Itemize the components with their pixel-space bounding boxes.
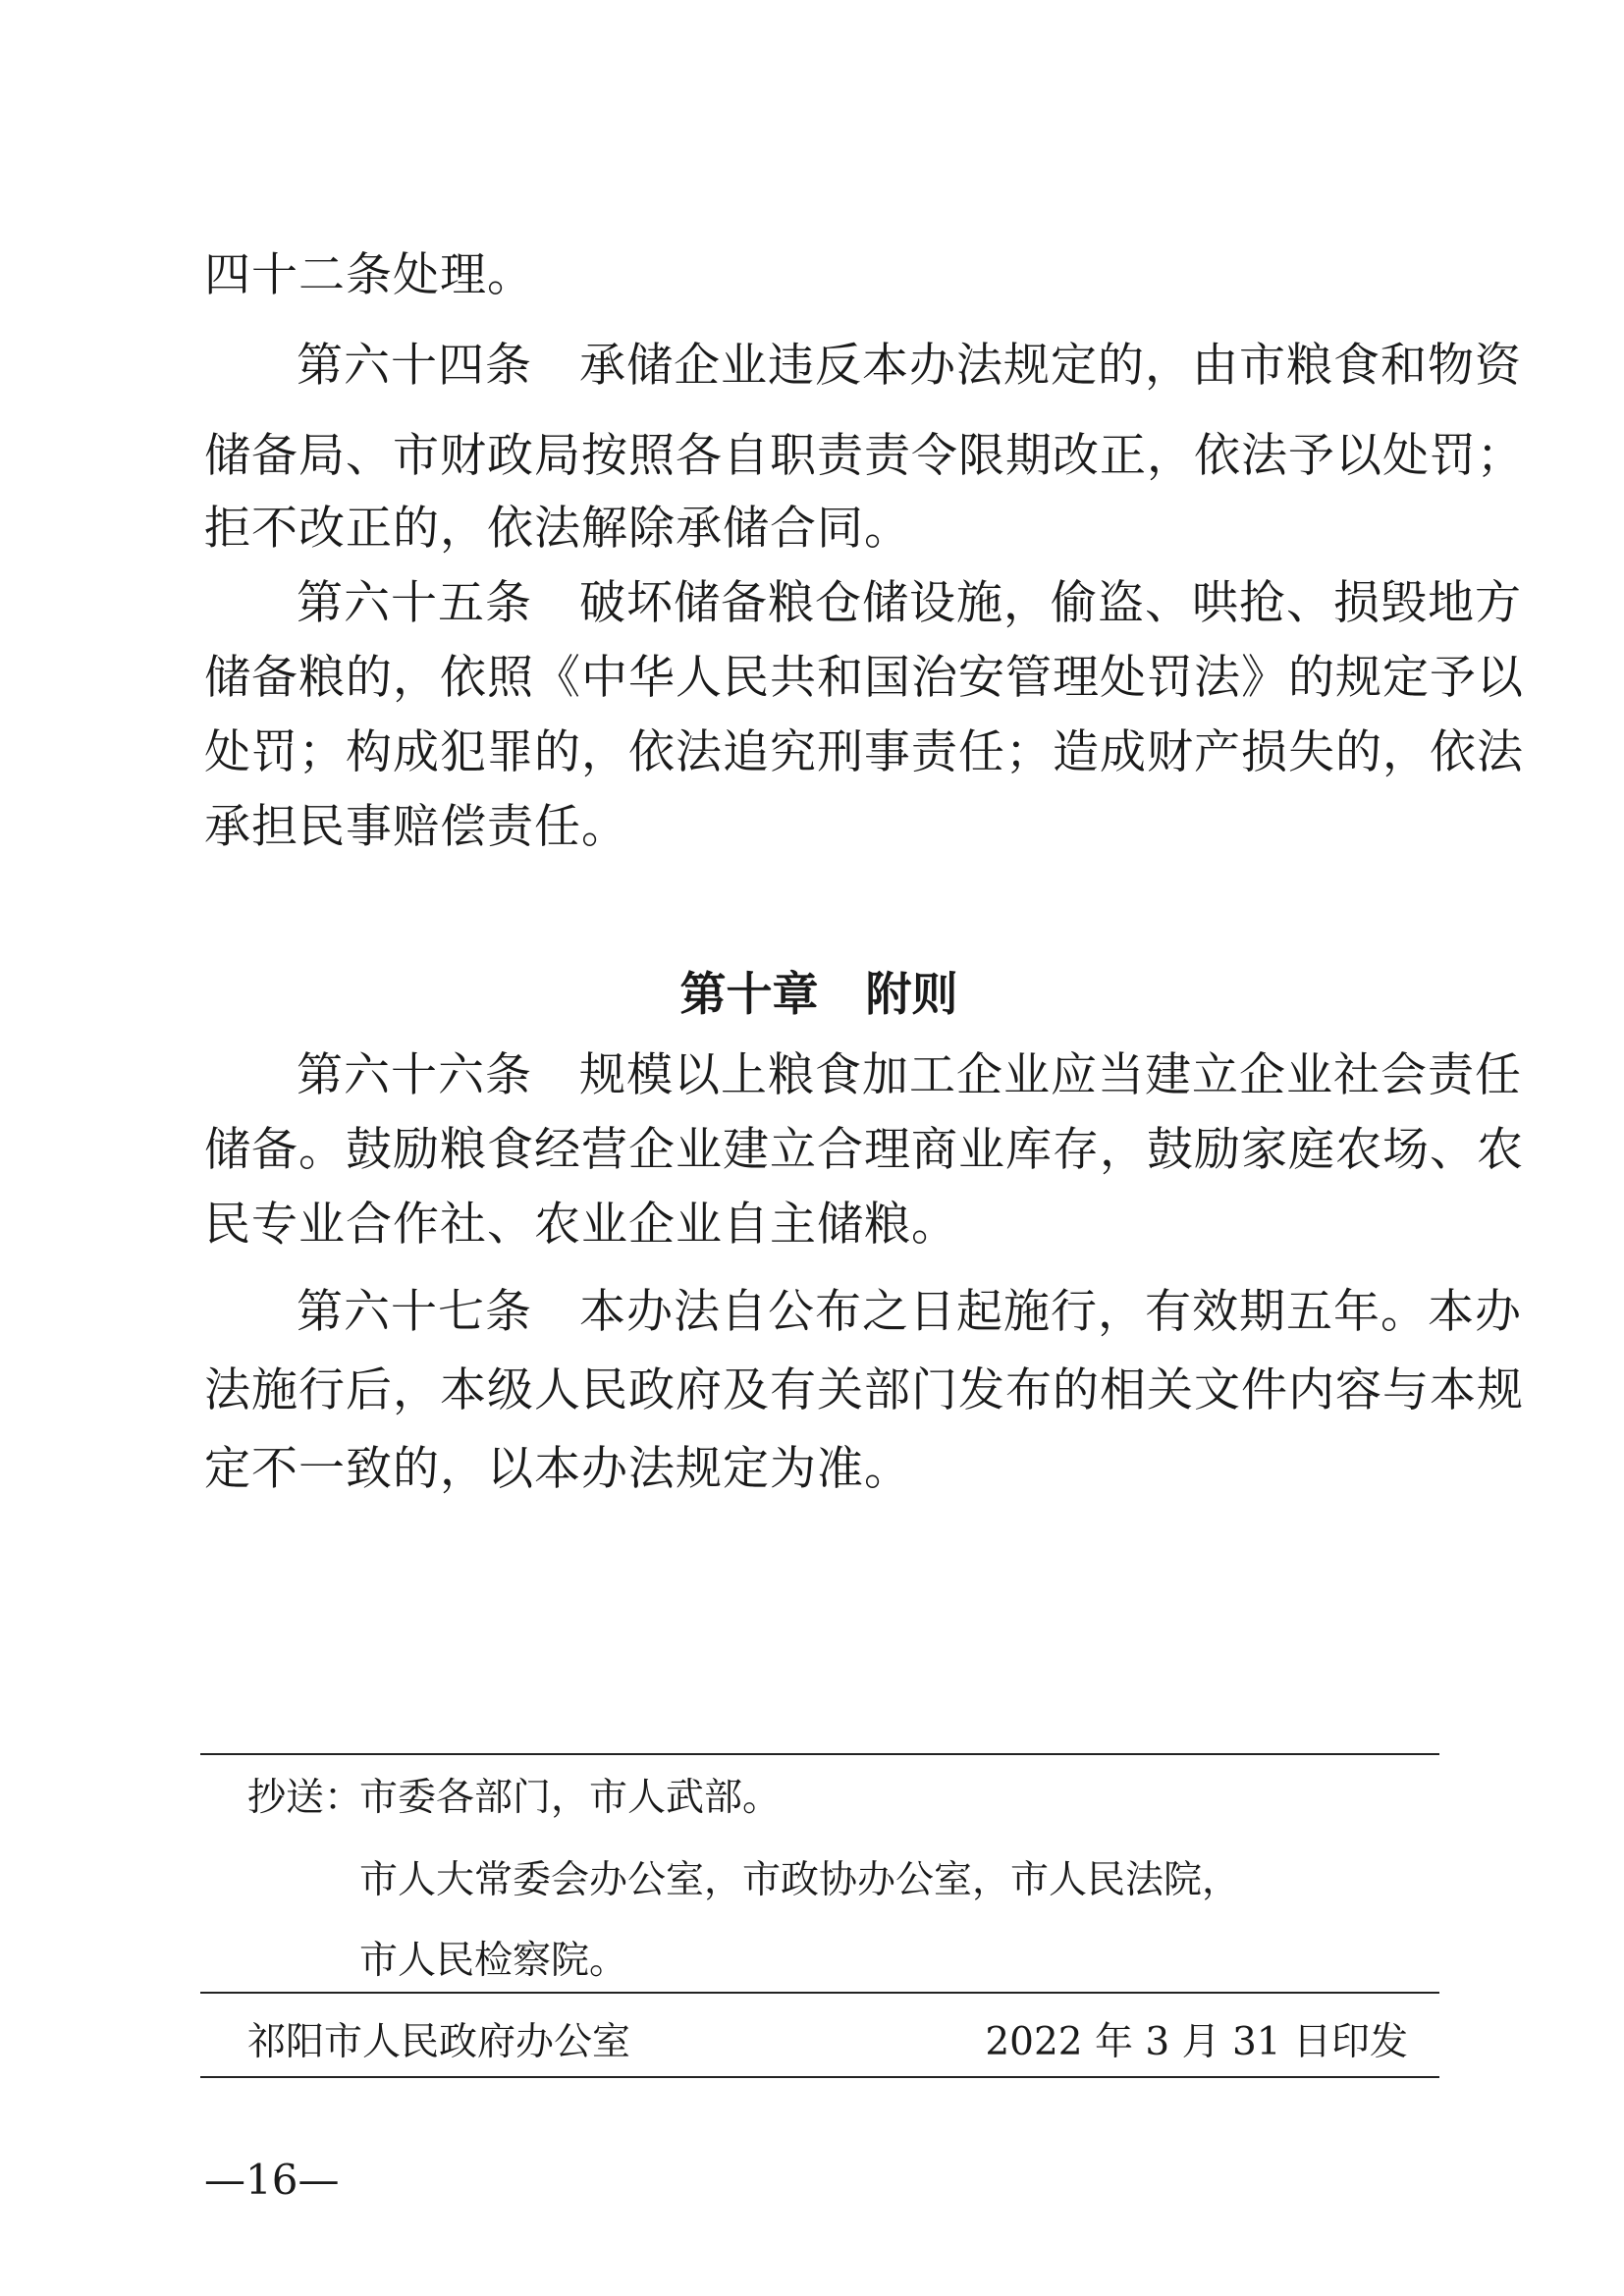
body-line: 储备。鼓励粮食经营企业建立合理商业库存，鼓励家庭农场、农 [204,1123,1524,1177]
top-rule [200,1753,1439,1755]
chapter-title: 附则 [865,968,958,1022]
cc-label: 抄送： [247,1776,363,1820]
print-date: 2022 年 3 月 31 日印发 [985,2020,1408,2064]
issuer-name: 祁阳市人民政府办公室 [247,2020,631,2064]
body-line: 储备局、市财政局按照各自职责责令限期改正，依法予以处罚； [204,429,1524,483]
page-number: —16— [204,2156,340,2204]
chapter-number: 第十章 [679,968,819,1022]
cc-line-1: 市委各部门，市人武部。 [359,1776,782,1820]
article-67-line: 第六十七条 本办法自公布之日起施行，有效期五年。本办 [297,1285,1522,1339]
body-line: 定不一致的，以本办法规定为准。 [204,1442,911,1496]
body-line: 拒不改正的，依法解除承储合同。 [204,502,911,556]
bottom-rule [200,2076,1439,2078]
body-line: 民专业合作社、农业企业自主储粮。 [204,1198,958,1252]
body-line: 承担民事赔偿责任。 [204,800,628,854]
article-66-line: 第六十六条 规模以上粮食加工企业应当建立企业社会责任 [297,1048,1522,1102]
body-line: 法施行后，本级人民政府及有关部门发布的相关文件内容与本规 [204,1363,1524,1417]
cc-line-3: 市人民检察院。 [359,1939,628,1983]
chapter-heading [204,967,1434,1024]
body-line: 处罚；构成犯罪的，依法追究刑事责任；造成财产损失的，依法 [204,725,1524,779]
cc-line-2: 市人大常委会办公室，市政协办公室，市人民法院， [359,1858,1241,1902]
body-line: 储备粮的，依照《中华人民共和国治安管理处罚法》的规定予以 [204,651,1524,705]
article-65-line: 第六十五条 破坏储备粮仓储设施，偷盗、哄抢、损毁地方 [297,576,1522,630]
body-line: 四十二条处理。 [204,248,534,302]
middle-rule [200,1992,1439,1994]
article-64-line: 第六十四条 承储企业违反本办法规定的，由市粮食和物资 [297,339,1522,393]
